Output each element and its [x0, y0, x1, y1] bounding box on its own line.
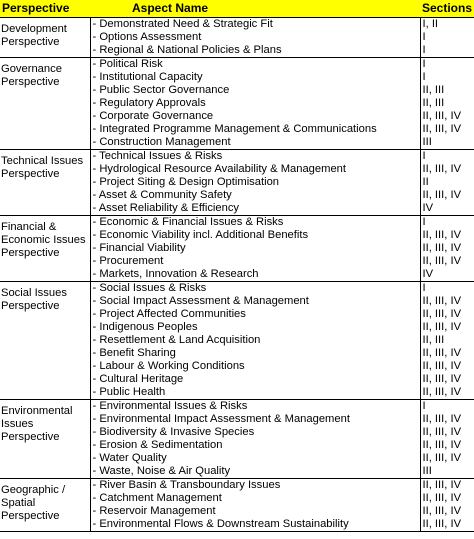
- perspective-group-row: [0, 150, 474, 216]
- sections-value: II, III: [422, 97, 445, 109]
- header-sections: Sections: [420, 0, 474, 18]
- aspect-cell: [90, 150, 420, 216]
- header-row: [0, 0, 474, 18]
- sections-value: I: [422, 400, 426, 412]
- perspective-label: Environmental Issues Perspective: [1, 405, 73, 443]
- sections-value: II, III, IV: [422, 189, 462, 201]
- aspect-name: - Indigenous Peoples: [92, 321, 198, 333]
- sections-value: I: [422, 58, 426, 70]
- aspect-name: - Procurement: [92, 255, 164, 267]
- aspect-name: - Construction Management: [92, 136, 231, 148]
- table-header: [0, 0, 474, 18]
- aspect-cell: [90, 58, 420, 150]
- aspect-name: - Catchment Management: [92, 492, 222, 504]
- aspect-name: - Asset & Community Safety: [92, 189, 232, 201]
- aspect-name: - Economic Viability incl. Additional Benefits: [92, 229, 309, 241]
- perspective-label: Development Perspective: [1, 23, 67, 48]
- sections-value: II, III, IV: [422, 163, 462, 175]
- aspect-name: - Public Health: [92, 386, 166, 398]
- aspect-name: - Demonstrated Need & Strategic Fit: [92, 18, 273, 30]
- aspect-name: - Markets, Innovation & Research: [92, 268, 259, 280]
- perspective-group-row: [0, 216, 474, 282]
- aspect-name: - Asset Reliability & Efficiency: [92, 202, 240, 214]
- sections-cell: [420, 479, 474, 532]
- aspect-name: - Regional & National Policies & Plans: [92, 44, 282, 56]
- aspect-cell: [90, 479, 420, 532]
- sections-cell: [420, 150, 474, 216]
- perspective-label: Technical Issues Perspective: [1, 155, 84, 180]
- perspective-cell: [0, 400, 90, 479]
- aspect-name: - Institutional Capacity: [92, 71, 203, 83]
- sections-value: IV: [422, 268, 434, 280]
- sections-value: I: [422, 150, 426, 162]
- sections-value: II, III, IV: [422, 439, 462, 451]
- sections-value: II, III, IV: [422, 479, 462, 491]
- sections-value: II, III: [422, 84, 445, 96]
- aspect-name: - Waste, Noise & Air Quality: [92, 465, 231, 477]
- aspect-name: - Environmental Flows & Downstream Sustainability: [92, 518, 349, 530]
- sections-value: II, III, IV: [422, 347, 462, 359]
- aspect-name: - Regulatory Approvals: [92, 97, 206, 109]
- aspect-cell: [90, 400, 420, 479]
- sections-value: II: [422, 176, 429, 188]
- sections-value: II, III, IV: [422, 452, 462, 464]
- aspect-cell: [90, 282, 420, 400]
- sections-value: II, III, IV: [422, 360, 462, 372]
- aspect-name: - Environmental Impact Assessment & Management: [92, 413, 350, 425]
- aspect-name: - Project Affected Communities: [92, 308, 246, 320]
- aspect-name: - Resettlement & Land Acquisition: [92, 334, 261, 346]
- sections-value: II, III, IV: [422, 123, 462, 135]
- perspective-cell: [0, 282, 90, 400]
- aspect-name: - Hydrological Resource Availability & Management: [92, 163, 346, 175]
- aspect-name: - River Basin & Transboundary Issues: [92, 479, 281, 491]
- aspect-name: - Corporate Governance: [92, 110, 214, 122]
- perspective-cell: [0, 150, 90, 216]
- sections-value: II, III, IV: [422, 255, 462, 267]
- aspect-name: - Labour & Working Conditions: [92, 360, 245, 372]
- perspective-cell: [0, 216, 90, 282]
- sections-value: I: [422, 44, 426, 56]
- sections-value: II, III: [422, 334, 445, 346]
- aspect-name: - Cultural Heritage: [92, 373, 184, 385]
- sections-value: I, II: [422, 18, 439, 30]
- aspect-name: - Public Sector Governance: [92, 84, 230, 96]
- sections-value: II, III, IV: [422, 426, 462, 438]
- perspective-group-row: [0, 18, 474, 58]
- aspect-name: - Erosion & Sedimentation: [92, 439, 223, 451]
- perspective-cell: [0, 58, 90, 150]
- sections-value: III: [422, 136, 432, 148]
- perspective-label: Financial & Economic Issues Perspective: [1, 221, 86, 259]
- perspective-cell: [0, 18, 90, 58]
- aspect-name: - Social Impact Assessment & Management: [92, 295, 309, 307]
- aspect-name: - Water Quality: [92, 452, 167, 464]
- header-aspect-name: Aspect Name: [90, 0, 420, 18]
- aspect-name: - Options Assessment: [92, 31, 202, 43]
- aspect-name: - Technical Issues & Risks: [92, 150, 223, 162]
- aspect-cell: [90, 18, 420, 58]
- sections-value: II, III, IV: [422, 413, 462, 425]
- sections-value: III: [422, 465, 432, 477]
- aspect-name: - Project Siting & Design Optimisation: [92, 176, 280, 188]
- aspect-name: - Financial Viability: [92, 242, 186, 254]
- sections-value: II, III, IV: [422, 242, 462, 254]
- sections-value: II, III, IV: [422, 308, 462, 320]
- perspective-group-row: [0, 282, 474, 400]
- sections-value: II, III, IV: [422, 386, 462, 398]
- sections-cell: [420, 58, 474, 150]
- sections-cell: [420, 216, 474, 282]
- perspective-cell: [0, 479, 90, 532]
- sections-value: II, III, IV: [422, 492, 462, 504]
- header-perspective: Perspective: [0, 0, 90, 18]
- aspect-name: - Economic & Financial Issues & Risks: [92, 216, 284, 228]
- sections-value: I: [422, 31, 426, 43]
- sections-value: II, III, IV: [422, 518, 462, 530]
- sections-value: II, III, IV: [422, 373, 462, 385]
- aspect-name: - Reservoir Management: [92, 505, 216, 517]
- perspective-group-row: [0, 58, 474, 150]
- sections-value: IV: [422, 202, 434, 214]
- sections-value: II, III, IV: [422, 321, 462, 333]
- aspect-name: - Integrated Programme Management & Communications: [92, 123, 377, 135]
- perspective-label: Geographic / Spatial Perspective: [1, 484, 66, 522]
- sections-value: I: [422, 71, 426, 83]
- sections-value: II, III, IV: [422, 295, 462, 307]
- sections-value: II, III, IV: [422, 505, 462, 517]
- sections-value: I: [422, 216, 426, 228]
- aspect-name: - Social Issues & Risks: [92, 282, 207, 294]
- aspect-name: - Political Risk: [92, 58, 163, 70]
- sections-cell: [420, 400, 474, 479]
- perspective-label: Governance Perspective: [1, 63, 62, 88]
- aspect-cell: [90, 216, 420, 282]
- sections-value: II, III, IV: [422, 110, 462, 122]
- sections-cell: [420, 18, 474, 58]
- perspective-label: Social Issues Perspective: [1, 287, 67, 312]
- sections-value: I: [422, 282, 426, 294]
- sections-value: II, III, IV: [422, 229, 462, 241]
- perspective-group-row: [0, 400, 474, 479]
- table-body: [0, 18, 474, 532]
- aspect-name: - Environmental Issues & Risks: [92, 400, 248, 412]
- sections-cell: [420, 282, 474, 400]
- aspect-name: - Biodiversity & Invasive Species: [92, 426, 255, 438]
- perspective-group-row: [0, 479, 474, 532]
- aspect-name: - Benefit Sharing: [92, 347, 176, 359]
